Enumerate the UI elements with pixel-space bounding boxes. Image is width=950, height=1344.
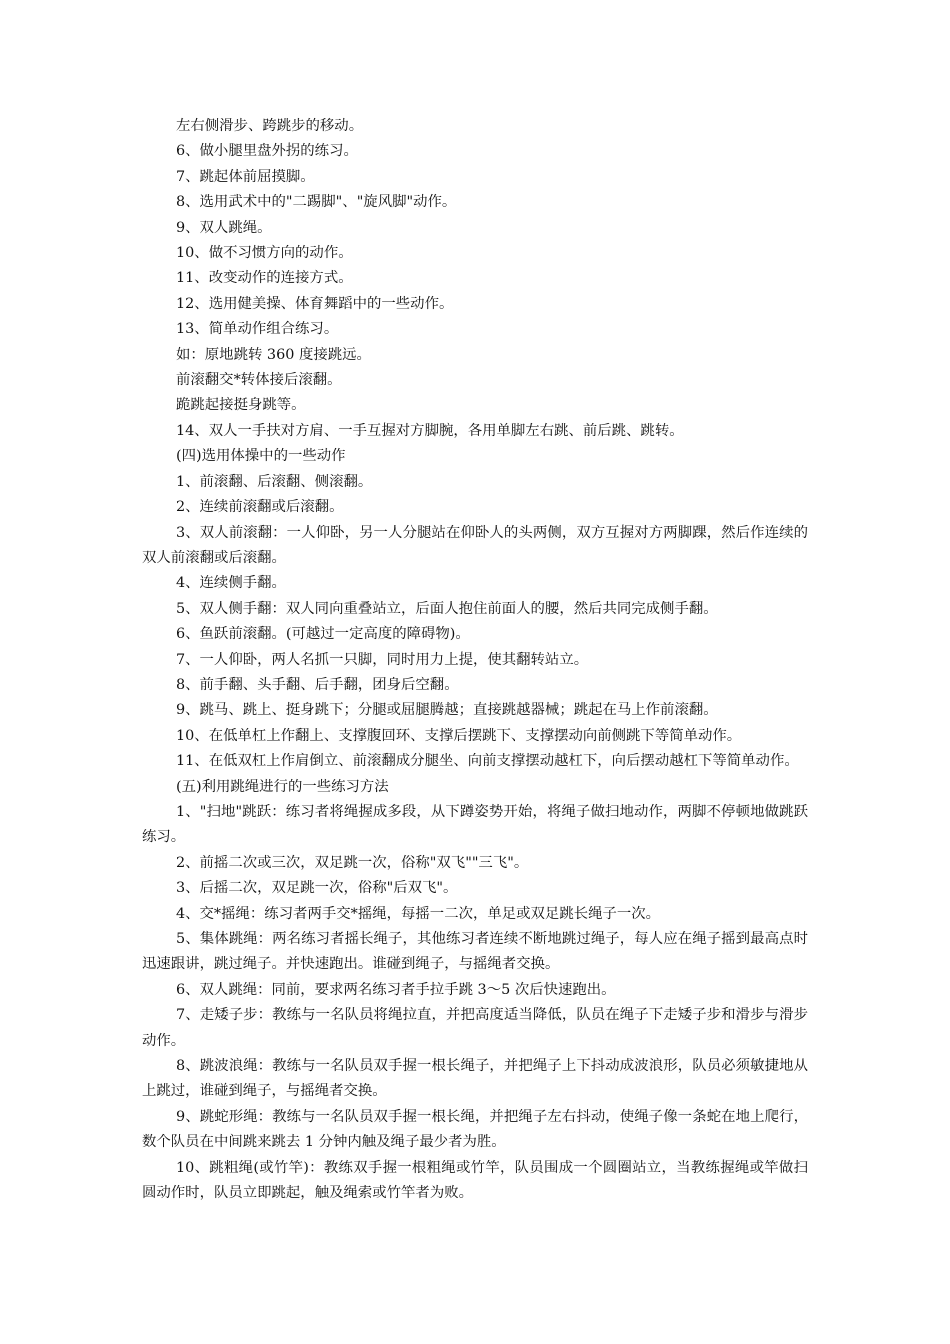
- section-heading: (五)利用跳绳进行的一些练习方法: [176, 778, 389, 795]
- paragraph: 10、在低单杠上作翻上、支撑腹回环、支撑后摆跳下、支撑摆动向前侧跳下等简单动作。: [176, 727, 742, 744]
- paragraph: 14、双人一手扶对方肩、一手互握对方脚腕，各用单脚左右跳、前后跳、跳转。: [176, 422, 684, 439]
- paragraph: 11、在低双杠上作肩倒立、前滚翻成分腿坐、向前支撑摆动越杠下，向后摆动越杠下等简单动作。: [176, 753, 799, 770]
- paragraph: 9、跳马、跳上、挺身跳下；分腿或屈腿腾越；直接跳越器械；跳起在马上作前滚翻。: [176, 702, 718, 719]
- section-heading: (四)选用体操中的一些动作: [176, 448, 346, 465]
- paragraph: 5、双人侧手翻：双人同向重叠站立，后面人抱住前面人的腰，然后共同完成侧手翻。: [176, 600, 718, 617]
- paragraph: 13、简单动作组合练习。: [176, 321, 339, 338]
- paragraph: 左右侧滑步、跨跳步的移动。: [176, 118, 364, 134]
- paragraph: 6、做小腿里盘外拐的练习。: [176, 143, 358, 160]
- paragraph: 9、双人跳绳。: [176, 219, 272, 236]
- paragraph: 8、选用武术中的"二踢脚"、"旋风脚"动作。: [176, 194, 457, 211]
- paragraph: 如：原地跳转 360 度接跳远。: [176, 346, 371, 363]
- paragraph: 7、跳起体前屈摸脚。: [176, 168, 315, 185]
- paragraph: 6、鱼跃前滚翻。(可越过一定高度的障碍物)。: [176, 626, 470, 643]
- paragraph: 6、双人跳绳：同前，要求两名练习者手拉手跳 3～5 次后快速跑出。: [176, 981, 616, 998]
- paragraph: 9、跳蛇形绳：教练与一名队员双手握一根长绳，并把绳子左右抖动，使绳子像一条蛇在地上爬行，数个队员在中间跳来跳去 1 分钟内触及绳子最少者为胜。: [142, 1108, 808, 1151]
- paragraph: 10、跳粗绳(或竹竿)：教练双手握一根粗绳或竹竿，队员围成一个圆圈站立，当教练握绳或竿做扫圆动作时，队员立即跳起，触及绳索或竹竿者为败。: [142, 1159, 808, 1202]
- paragraph: 4、交*摇绳：练习者两手交*摇绳，每摇一二次，单足或双足跳长绳子一次。: [176, 905, 661, 922]
- paragraph: 11、改变动作的连接方式。: [176, 270, 353, 287]
- paragraph: 7、一人仰卧，两人名抓一只脚，同时用力上提，使其翻转站立。: [176, 651, 589, 668]
- paragraph: 3、后摇二次，双足跳一次，俗称"后双飞"。: [176, 880, 458, 897]
- paragraph: 10、做不习惯方向的动作。: [176, 245, 353, 262]
- document-body: [142, 114, 808, 1206]
- paragraph: 2、前摇二次或三次，双足跳一次，俗称"双飞""三飞"。: [176, 854, 529, 871]
- paragraph: 3、双人前滚翻：一人仰卧，另一人分腿站在仰卧人的头两侧，双方互握对方两脚踝，然后作连续的双人前滚翻或后滚翻。: [142, 524, 808, 566]
- paragraph: 8、前手翻、头手翻、后手翻，团身后空翻。: [176, 676, 459, 693]
- paragraph: 4、连续侧手翻。: [176, 575, 286, 592]
- paragraph: 7、走矮子步：教练与一名队员将绳拉直，并把高度适当降低，队员在绳子下走矮子步和滑步与滑步动作。: [142, 1007, 808, 1049]
- paragraph: 12、选用健美操、体育舞蹈中的一些动作。: [176, 295, 454, 312]
- paragraph: 1、"扫地"跳跃：练习者将绳握成多段，从下蹲姿势开始，将绳子做扫地动作，两脚不停顿地做跳跃练习。: [142, 803, 808, 846]
- paragraph: 跪跳起接挺身跳等。: [176, 397, 306, 414]
- paragraph: 2、连续前滚翻或后滚翻。: [176, 499, 344, 516]
- paragraph: 5、集体跳绳：两名练习者摇长绳子，其他练习者连续不断地跳过绳子，每人应在绳子摇到最高点时迅速跟讲，跳过绳子。并快速跑出。谁碰到绳子，与摇绳者交换。: [142, 931, 808, 973]
- paragraph: 1、前滚翻、后滚翻、侧滚翻。: [176, 473, 373, 490]
- paragraph: 前滚翻交*转体接后滚翻。: [176, 372, 342, 389]
- paragraph: 8、跳波浪绳：教练与一名队员双手握一根长绳子，并把绳子上下抖动成波浪形，队员必须敏捷地从上跳过，谁碰到绳子，与摇绳者交换。: [142, 1058, 808, 1100]
